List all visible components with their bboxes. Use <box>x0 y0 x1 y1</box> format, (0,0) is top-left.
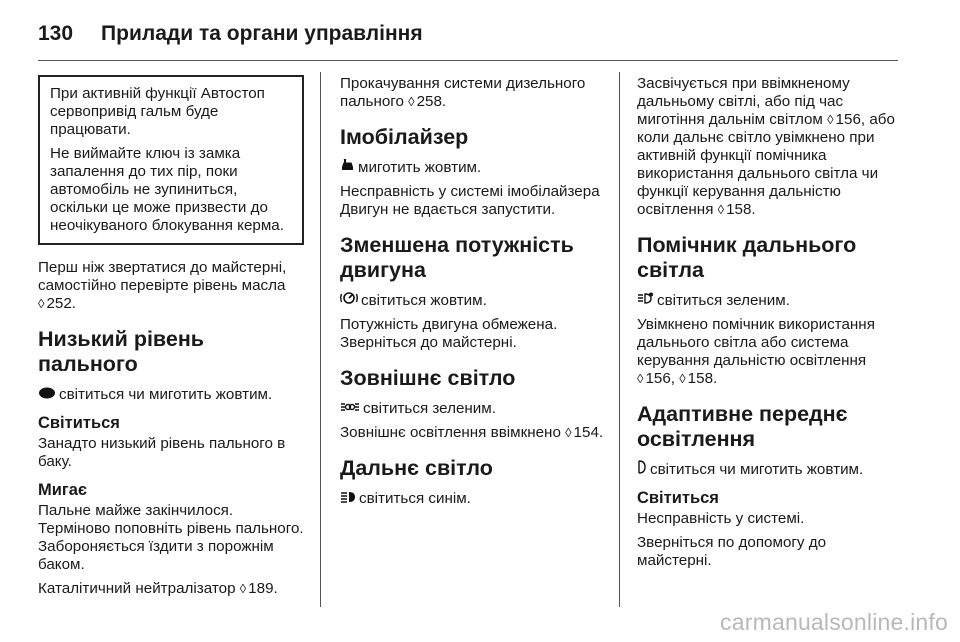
page-reference[interactable]: 158. <box>726 201 756 218</box>
indicator-line: світиться синім. <box>340 489 610 508</box>
page-reference[interactable]: 258. <box>416 93 447 110</box>
body-text: Занадто низький рівень пального в баку. <box>38 435 286 470</box>
ext-light-paragraph: Зовнішнє освітлення ввімкнено ◊ 154. <box>340 424 604 441</box>
warning-box <box>38 75 304 245</box>
cross-reference-icon: ◊ <box>827 112 834 127</box>
subsection-heading: Світиться <box>38 414 120 432</box>
high-beam-assist-icon <box>637 291 654 309</box>
high-beam-icon <box>340 489 356 507</box>
cross-reference-icon: ◊ <box>408 94 415 109</box>
header-divider <box>38 60 898 61</box>
adaptive-light-icon <box>637 460 647 478</box>
immobilizer-car-key-icon <box>340 158 355 176</box>
section-heading: Зменшена потужність двигуна <box>340 233 574 282</box>
high-beam-paragraph: Засвічується при ввімкненому дальньому світлі, або під час миготіння дальнім світлом ◊ 156, або коли дальнє світло увімкнено при активній функції помічника використання дальнього світла чи функції керування дальністю освітлення ◊ 158. <box>637 75 895 218</box>
cross-reference-icon: ◊ <box>565 425 572 440</box>
column-2 <box>340 75 610 514</box>
cross-reference-icon: ◊ <box>637 371 644 386</box>
column-divider <box>619 72 620 607</box>
indicator-line: світиться зеленим. <box>340 399 610 418</box>
body-text: Зверніться по допомогу до майстерні. <box>637 534 827 569</box>
body-text: Потужність двигуна обмежена. Зверніться до майстерні. <box>340 316 558 351</box>
indicator-line: світиться чи миготить жовтим. <box>38 385 304 404</box>
oil-check-paragraph: Перш ніж звертатися до майстерні, самостійно перевірте рівень масла ◊ 252. <box>38 259 287 312</box>
section-heading: Імобілайзер <box>340 125 469 149</box>
indicator-line: світиться зеленим. <box>637 291 899 310</box>
page-reference[interactable]: 156, <box>645 370 675 387</box>
cross-reference-icon: ◊ <box>38 296 45 311</box>
section-heading: Адаптивне переднє освітлення <box>637 402 848 451</box>
column-1 <box>38 75 304 604</box>
section-heading: Зовнішнє світло <box>340 366 516 390</box>
page-reference[interactable]: 154. <box>573 424 604 441</box>
page-reference[interactable]: 158. <box>687 370 718 387</box>
cross-reference-icon: ◊ <box>239 581 247 596</box>
page-reference[interactable]: 252. <box>46 295 76 312</box>
engine-power-gauge-icon <box>340 291 358 309</box>
cross-reference-icon: ◊ <box>679 371 686 386</box>
column-divider <box>320 72 321 607</box>
subsection-heading: Світиться <box>637 489 719 507</box>
assist-paragraph: Увімкнено помічник використання дальнього світла або система керування дальністю освітлення ◊ 156, ◊ 158. <box>637 316 875 387</box>
subsection-heading: Мигає <box>38 481 88 499</box>
catalyst-paragraph: Каталітичний нейтралізатор ◊ 189. <box>38 580 278 597</box>
section-heading: Помічник дальнього світла <box>637 233 857 282</box>
warning-paragraph: При активній функції Автостоп сервопривід гальм буде працювати. <box>50 85 265 138</box>
page-reference[interactable]: 189. <box>248 580 278 597</box>
fuel-drop-icon <box>38 385 56 403</box>
section-heading: Низький рівень пального <box>38 327 205 376</box>
cross-reference-icon: ◊ <box>717 202 725 217</box>
indicator-line: світиться жовтим. <box>340 291 610 310</box>
column-3 <box>637 75 899 576</box>
body-text: Несправність у системі. <box>637 510 805 527</box>
page-reference[interactable]: 156, <box>835 111 866 128</box>
page-title: Прилади та органи управління <box>101 22 423 45</box>
section-heading: Дальнє світло <box>340 456 493 480</box>
warning-paragraph: Не виймайте ключ із замка запалення до тих пір, поки автомобіль не зупиниться, оскільки це може призвести до неочікуваного блокування керма. <box>50 145 284 234</box>
indicator-line: світиться чи миготить жовтим. <box>637 460 899 479</box>
body-text: Несправність у системі імобілайзера Двигун не вдається запустити. <box>340 183 600 218</box>
site-watermark: carmanualsonline.info <box>720 609 948 635</box>
indicator-line: миготить жовтим. <box>340 158 610 177</box>
exterior-light-icon <box>340 399 360 417</box>
body-text: Пальне майже закінчилося. Терміново поповніть рівень пального. Забороняється їздити з порожнім баком. <box>38 502 304 573</box>
purge-paragraph: Прокачування системи дизельного пального ◊ 258. <box>340 75 586 110</box>
page-header <box>38 14 423 54</box>
page-number: 130 <box>38 22 74 45</box>
